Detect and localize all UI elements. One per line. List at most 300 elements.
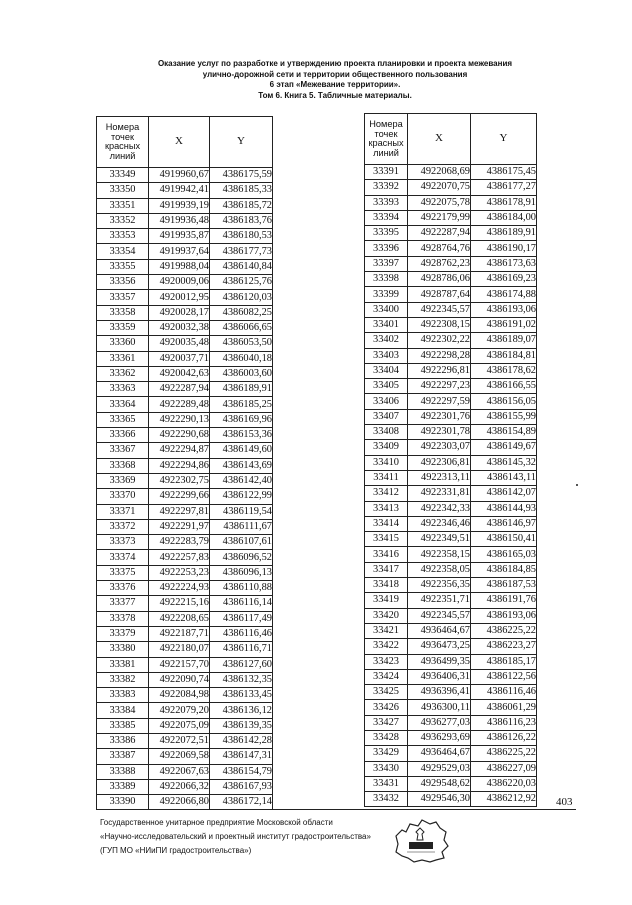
x-coordinate-cell: 4922296,81 <box>408 363 471 378</box>
point-number-cell: 33385 <box>97 718 149 733</box>
y-coordinate-cell: 4386140,84 <box>210 259 273 274</box>
table-row <box>365 761 537 776</box>
point-number-cell: 33364 <box>97 397 149 412</box>
table-row <box>365 455 537 470</box>
y-coordinate-cell: 4386082,25 <box>210 305 273 320</box>
table-row <box>365 302 537 317</box>
table-row <box>365 715 537 730</box>
x-coordinate-cell: 4922346,46 <box>408 516 471 531</box>
point-number-cell: 33412 <box>365 486 408 501</box>
point-number-cell: 33432 <box>365 792 408 807</box>
table-row <box>365 363 537 378</box>
y-coordinate-cell: 4386167,93 <box>210 779 273 794</box>
point-number-cell: 33377 <box>97 596 149 611</box>
y-coordinate-cell: 4386223,27 <box>471 639 537 654</box>
y-coordinate-cell: 4386149,60 <box>210 443 273 458</box>
point-number-cell: 33415 <box>365 532 408 547</box>
table-row <box>365 516 537 531</box>
x-coordinate-cell: 4936464,67 <box>408 623 471 638</box>
point-number-cell: 33359 <box>97 320 149 335</box>
point-number-cell: 33423 <box>365 654 408 669</box>
point-number-cell: 33353 <box>97 229 149 244</box>
header-line-2: улично-дорожной сети и территории общественного пользования <box>202 69 468 79</box>
header-y: Y <box>210 117 273 168</box>
point-number-cell: 33430 <box>365 761 408 776</box>
y-coordinate-cell: 4386180,53 <box>210 229 273 244</box>
x-coordinate-cell: 4922356,35 <box>408 578 471 593</box>
table-row <box>97 703 273 718</box>
y-coordinate-cell: 4386107,61 <box>210 535 273 550</box>
x-coordinate-cell: 4922287,94 <box>149 382 210 397</box>
point-number-cell: 33388 <box>97 764 149 779</box>
table-row <box>97 795 273 810</box>
x-coordinate-cell: 4922208,65 <box>149 611 210 626</box>
x-coordinate-cell: 4922358,15 <box>408 547 471 562</box>
point-number-cell: 33392 <box>365 180 408 195</box>
table-row <box>97 749 273 764</box>
table-row <box>97 581 273 596</box>
point-number-cell: 33370 <box>97 489 149 504</box>
x-coordinate-cell: 4922302,22 <box>408 333 471 348</box>
x-coordinate-cell: 4922291,97 <box>149 519 210 534</box>
point-number-cell: 33427 <box>365 715 408 730</box>
y-coordinate-cell: 4386178,91 <box>471 195 537 210</box>
header-point-number: Номера точек красных линий <box>97 117 149 168</box>
x-coordinate-cell: 4936277,03 <box>408 715 471 730</box>
y-coordinate-cell: 4386149,67 <box>471 440 537 455</box>
table-row <box>97 366 273 381</box>
x-coordinate-cell: 4922069,58 <box>149 749 210 764</box>
y-coordinate-cell: 4386096,13 <box>210 565 273 580</box>
x-coordinate-cell: 4936293,69 <box>408 730 471 745</box>
x-coordinate-cell: 4922180,07 <box>149 642 210 657</box>
x-coordinate-cell: 4920035,48 <box>149 336 210 351</box>
point-number-cell: 33405 <box>365 379 408 394</box>
x-coordinate-cell: 4922253,23 <box>149 565 210 580</box>
table-row <box>365 532 537 547</box>
table-row <box>365 792 537 807</box>
y-coordinate-cell: 4386150,41 <box>471 532 537 547</box>
point-number-cell: 33393 <box>365 195 408 210</box>
x-coordinate-cell: 4922066,32 <box>149 779 210 794</box>
y-coordinate-cell: 4386117,49 <box>210 611 273 626</box>
y-coordinate-cell: 4386142,28 <box>210 733 273 748</box>
point-number-cell: 33373 <box>97 535 149 550</box>
point-number-cell: 33352 <box>97 213 149 228</box>
point-number-cell: 33350 <box>97 183 149 198</box>
table-row <box>97 428 273 443</box>
x-coordinate-cell: 4922294,86 <box>149 458 210 473</box>
x-coordinate-cell: 4919960,67 <box>149 168 210 183</box>
table-row <box>97 519 273 534</box>
table-row <box>365 394 537 409</box>
point-number-cell: 33368 <box>97 458 149 473</box>
table-row <box>97 642 273 657</box>
table-row <box>365 669 537 684</box>
y-coordinate-cell: 4386110,88 <box>210 581 273 596</box>
x-coordinate-cell: 4936464,67 <box>408 746 471 761</box>
point-number-cell: 33386 <box>97 733 149 748</box>
y-coordinate-cell: 4386225,22 <box>471 746 537 761</box>
document-header <box>140 59 530 101</box>
table-row <box>97 336 273 351</box>
coordinates-table-right <box>364 113 537 807</box>
table-row <box>365 562 537 577</box>
table-row <box>97 672 273 687</box>
x-coordinate-cell: 4922070,75 <box>408 180 471 195</box>
y-coordinate-cell: 4386173,63 <box>471 256 537 271</box>
y-coordinate-cell: 4386184,81 <box>471 348 537 363</box>
footer <box>100 816 371 858</box>
point-number-cell: 33414 <box>365 516 408 531</box>
table-row <box>97 718 273 733</box>
y-coordinate-cell: 4386190,17 <box>471 241 537 256</box>
y-coordinate-cell: 4386116,46 <box>471 685 537 700</box>
point-number-cell: 33357 <box>97 290 149 305</box>
table-row <box>97 397 273 412</box>
point-number-cell: 33402 <box>365 333 408 348</box>
x-coordinate-cell: 4920042,63 <box>149 366 210 381</box>
x-coordinate-cell: 4922075,78 <box>408 195 471 210</box>
y-coordinate-cell: 4386132,35 <box>210 672 273 687</box>
header-line-3: 6 этап «Межевание территории». <box>269 80 401 89</box>
x-coordinate-cell: 4922066,80 <box>149 795 210 810</box>
y-coordinate-cell: 4386111,67 <box>210 519 273 534</box>
point-number-cell: 33389 <box>97 779 149 794</box>
point-number-cell: 33390 <box>97 795 149 810</box>
point-number-cell: 33419 <box>365 593 408 608</box>
y-coordinate-cell: 4386225,22 <box>471 623 537 638</box>
header-line-1: Оказание услуг по разработке и утверждению проекта планировки и проекта межевания <box>157 59 513 68</box>
table-row <box>97 305 273 320</box>
x-coordinate-cell: 4922157,70 <box>149 657 210 672</box>
point-number-cell: 33358 <box>97 305 149 320</box>
x-coordinate-cell: 4922297,81 <box>149 504 210 519</box>
point-number-cell: 33431 <box>365 776 408 791</box>
y-coordinate-cell: 4386142,07 <box>471 486 537 501</box>
y-coordinate-cell: 4386185,72 <box>210 198 273 213</box>
y-coordinate-cell: 4386040,18 <box>210 351 273 366</box>
point-number-cell: 33363 <box>97 382 149 397</box>
point-number-cell: 33400 <box>365 302 408 317</box>
y-coordinate-cell: 4386189,91 <box>471 226 537 241</box>
table-row <box>365 486 537 501</box>
x-coordinate-cell: 4922075,09 <box>149 718 210 733</box>
y-coordinate-cell: 4386189,07 <box>471 333 537 348</box>
x-coordinate-cell: 4922342,33 <box>408 501 471 516</box>
point-number-cell: 33383 <box>97 688 149 703</box>
y-coordinate-cell: 4386193,06 <box>471 608 537 623</box>
y-coordinate-cell: 4386136,12 <box>210 703 273 718</box>
y-coordinate-cell: 4386185,33 <box>210 183 273 198</box>
point-number-cell: 33369 <box>97 473 149 488</box>
y-coordinate-cell: 4386144,93 <box>471 501 537 516</box>
y-coordinate-cell: 4386193,06 <box>471 302 537 317</box>
y-coordinate-cell: 4386178,62 <box>471 363 537 378</box>
table-row <box>97 733 273 748</box>
point-number-cell: 33394 <box>365 210 408 225</box>
footer-divider <box>100 809 576 810</box>
x-coordinate-cell: 4920028,17 <box>149 305 210 320</box>
y-coordinate-cell: 4386184,00 <box>471 210 537 225</box>
x-coordinate-cell: 4922283,79 <box>149 535 210 550</box>
point-number-cell: 33382 <box>97 672 149 687</box>
table-row <box>97 382 273 397</box>
x-coordinate-cell: 4922068,69 <box>408 165 471 180</box>
y-coordinate-cell: 4386116,14 <box>210 596 273 611</box>
table-row <box>365 348 537 363</box>
y-coordinate-cell: 4386142,40 <box>210 473 273 488</box>
x-coordinate-cell: 4922084,98 <box>149 688 210 703</box>
point-number-cell: 33413 <box>365 501 408 516</box>
x-coordinate-cell: 4928764,76 <box>408 241 471 256</box>
y-coordinate-cell: 4386116,71 <box>210 642 273 657</box>
point-number-cell: 33399 <box>365 287 408 302</box>
table-row <box>97 244 273 259</box>
table-row <box>97 320 273 335</box>
table-header-row <box>365 114 537 165</box>
point-number-cell: 33406 <box>365 394 408 409</box>
point-number-cell: 33366 <box>97 428 149 443</box>
table-row <box>365 700 537 715</box>
x-coordinate-cell: 4922358,05 <box>408 562 471 577</box>
point-number-cell: 33422 <box>365 639 408 654</box>
x-coordinate-cell: 4922294,87 <box>149 443 210 458</box>
y-coordinate-cell: 4386169,23 <box>471 272 537 287</box>
y-coordinate-cell: 4386175,59 <box>210 168 273 183</box>
y-coordinate-cell: 4386146,97 <box>471 516 537 531</box>
table-row <box>365 547 537 562</box>
y-coordinate-cell: 4386185,25 <box>210 397 273 412</box>
y-coordinate-cell: 4386155,99 <box>471 409 537 424</box>
point-number-cell: 33421 <box>365 623 408 638</box>
point-number-cell: 33397 <box>365 256 408 271</box>
point-number-cell: 33424 <box>365 669 408 684</box>
x-coordinate-cell: 4922349,51 <box>408 532 471 547</box>
table-row <box>365 287 537 302</box>
x-coordinate-cell: 4922290,68 <box>149 428 210 443</box>
point-number-cell: 33367 <box>97 443 149 458</box>
table-row <box>365 440 537 455</box>
x-coordinate-cell: 4922187,71 <box>149 626 210 641</box>
y-coordinate-cell: 4386156,05 <box>471 394 537 409</box>
table-row <box>365 639 537 654</box>
point-number-cell: 33416 <box>365 547 408 562</box>
y-coordinate-cell: 4386125,76 <box>210 275 273 290</box>
y-coordinate-cell: 4386127,60 <box>210 657 273 672</box>
y-coordinate-cell: 4386177,27 <box>471 180 537 195</box>
table-row <box>97 596 273 611</box>
y-coordinate-cell: 4386096,52 <box>210 550 273 565</box>
y-coordinate-cell: 4386166,55 <box>471 379 537 394</box>
point-number-cell: 33376 <box>97 581 149 596</box>
point-number-cell: 33361 <box>97 351 149 366</box>
x-coordinate-cell: 4919937,64 <box>149 244 210 259</box>
scan-speck <box>576 484 578 486</box>
x-coordinate-cell: 4919988,04 <box>149 259 210 274</box>
x-coordinate-cell: 4922303,07 <box>408 440 471 455</box>
x-coordinate-cell: 4922290,13 <box>149 412 210 427</box>
x-coordinate-cell: 4920009,06 <box>149 275 210 290</box>
point-number-cell: 33372 <box>97 519 149 534</box>
x-coordinate-cell: 4919936,48 <box>149 213 210 228</box>
x-coordinate-cell: 4919939,19 <box>149 198 210 213</box>
y-coordinate-cell: 4386145,32 <box>471 455 537 470</box>
point-number-cell: 33362 <box>97 366 149 381</box>
table-row <box>365 272 537 287</box>
x-coordinate-cell: 4936473,25 <box>408 639 471 654</box>
table-row <box>365 210 537 225</box>
table-row <box>365 685 537 700</box>
y-coordinate-cell: 4386185,17 <box>471 654 537 669</box>
point-number-cell: 33407 <box>365 409 408 424</box>
table-row <box>97 259 273 274</box>
x-coordinate-cell: 4929548,62 <box>408 776 471 791</box>
x-coordinate-cell: 4920037,71 <box>149 351 210 366</box>
table-row <box>97 504 273 519</box>
table-row <box>97 473 273 488</box>
point-number-cell: 33404 <box>365 363 408 378</box>
x-coordinate-cell: 4929529,03 <box>408 761 471 776</box>
x-coordinate-cell: 4922079,20 <box>149 703 210 718</box>
x-coordinate-cell: 4922345,57 <box>408 302 471 317</box>
table-row <box>97 351 273 366</box>
point-number-cell: 33379 <box>97 626 149 641</box>
x-coordinate-cell: 4922331,81 <box>408 486 471 501</box>
y-coordinate-cell: 4386061,29 <box>471 700 537 715</box>
x-coordinate-cell: 4922306,81 <box>408 455 471 470</box>
x-coordinate-cell: 4928762,23 <box>408 256 471 271</box>
point-number-cell: 33408 <box>365 425 408 440</box>
x-coordinate-cell: 4936499,35 <box>408 654 471 669</box>
y-coordinate-cell: 4386119,54 <box>210 504 273 519</box>
y-coordinate-cell: 4386172,14 <box>210 795 273 810</box>
x-coordinate-cell: 4922298,28 <box>408 348 471 363</box>
x-coordinate-cell: 4929546,30 <box>408 792 471 807</box>
point-number-cell: 33425 <box>365 685 408 700</box>
point-number-cell: 33380 <box>97 642 149 657</box>
y-coordinate-cell: 4386175,45 <box>471 165 537 180</box>
table-row <box>365 195 537 210</box>
table-row <box>365 730 537 745</box>
y-coordinate-cell: 4386183,76 <box>210 213 273 228</box>
table-row <box>365 776 537 791</box>
x-coordinate-cell: 4936300,11 <box>408 700 471 715</box>
table-row <box>97 565 273 580</box>
x-coordinate-cell: 4920012,95 <box>149 290 210 305</box>
point-number-cell: 33395 <box>365 226 408 241</box>
point-number-cell: 33351 <box>97 198 149 213</box>
table-row <box>365 317 537 332</box>
table-row <box>97 611 273 626</box>
y-coordinate-cell: 4386139,35 <box>210 718 273 733</box>
table-row <box>365 333 537 348</box>
x-coordinate-cell: 4922297,23 <box>408 379 471 394</box>
table-row <box>365 409 537 424</box>
table-row <box>365 578 537 593</box>
x-coordinate-cell: 4922351,71 <box>408 593 471 608</box>
table-row <box>97 275 273 290</box>
x-coordinate-cell: 4922257,83 <box>149 550 210 565</box>
y-coordinate-cell: 4386120,03 <box>210 290 273 305</box>
point-number-cell: 33403 <box>365 348 408 363</box>
y-coordinate-cell: 4386154,89 <box>471 425 537 440</box>
y-coordinate-cell: 4386003,60 <box>210 366 273 381</box>
table-row <box>97 198 273 213</box>
x-coordinate-cell: 4922345,57 <box>408 608 471 623</box>
table-row <box>365 241 537 256</box>
table-row <box>365 470 537 485</box>
table-row <box>97 779 273 794</box>
point-number-cell: 33360 <box>97 336 149 351</box>
x-coordinate-cell: 4936406,31 <box>408 669 471 684</box>
point-number-cell: 33426 <box>365 700 408 715</box>
header-line-4: Том 6. Книга 5. Табличные материалы. <box>258 90 412 100</box>
table-header-row <box>97 117 273 168</box>
point-number-cell: 33411 <box>365 470 408 485</box>
point-number-cell: 33418 <box>365 578 408 593</box>
y-coordinate-cell: 4386122,56 <box>471 669 537 684</box>
header-x: X <box>149 117 210 168</box>
point-number-cell: 33378 <box>97 611 149 626</box>
y-coordinate-cell: 4386133,45 <box>210 688 273 703</box>
x-coordinate-cell: 4922289,48 <box>149 397 210 412</box>
x-coordinate-cell: 4922090,74 <box>149 672 210 687</box>
table-row <box>365 623 537 638</box>
y-coordinate-cell: 4386177,73 <box>210 244 273 259</box>
point-number-cell: 33420 <box>365 608 408 623</box>
table-row <box>97 458 273 473</box>
table-row <box>365 425 537 440</box>
moscow-region-logo-icon <box>392 818 450 869</box>
point-number-cell: 33410 <box>365 455 408 470</box>
y-coordinate-cell: 4386154,79 <box>210 764 273 779</box>
table-row <box>365 501 537 516</box>
point-number-cell: 33396 <box>365 241 408 256</box>
y-coordinate-cell: 4386227,09 <box>471 761 537 776</box>
y-coordinate-cell: 4386184,85 <box>471 562 537 577</box>
y-coordinate-cell: 4386116,23 <box>471 715 537 730</box>
point-number-cell: 33374 <box>97 550 149 565</box>
table-row <box>365 256 537 271</box>
table-row <box>365 379 537 394</box>
x-coordinate-cell: 4922215,16 <box>149 596 210 611</box>
point-number-cell: 33391 <box>365 165 408 180</box>
y-coordinate-cell: 4386189,91 <box>210 382 273 397</box>
table-row <box>97 688 273 703</box>
x-coordinate-cell: 4922067,63 <box>149 764 210 779</box>
x-coordinate-cell: 4919942,41 <box>149 183 210 198</box>
y-coordinate-cell: 4386191,76 <box>471 593 537 608</box>
x-coordinate-cell: 4922072,51 <box>149 733 210 748</box>
table-row <box>365 165 537 180</box>
x-coordinate-cell: 4922308,15 <box>408 317 471 332</box>
y-coordinate-cell: 4386220,03 <box>471 776 537 791</box>
x-coordinate-cell: 4922301,78 <box>408 425 471 440</box>
table-row <box>97 183 273 198</box>
y-coordinate-cell: 4386143,69 <box>210 458 273 473</box>
table-row <box>97 443 273 458</box>
y-coordinate-cell: 4386053,50 <box>210 336 273 351</box>
point-number-cell: 33354 <box>97 244 149 259</box>
x-coordinate-cell: 4922179,99 <box>408 210 471 225</box>
point-number-cell: 33417 <box>365 562 408 577</box>
table-row <box>97 168 273 183</box>
point-number-cell: 33355 <box>97 259 149 274</box>
table-row <box>365 746 537 761</box>
point-number-cell: 33398 <box>365 272 408 287</box>
footer-line-3: (ГУП МО «НИиПИ градостроительства») <box>100 846 252 855</box>
